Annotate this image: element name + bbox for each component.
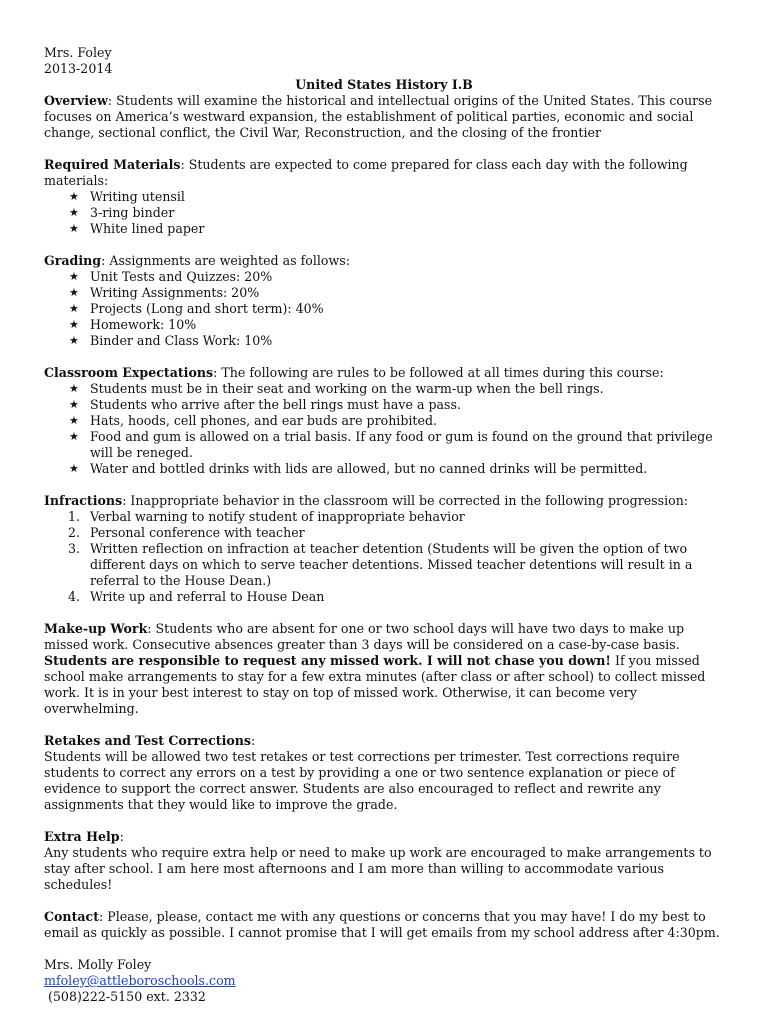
extra-help-text: Any students who require extra help or need to make up work are encouraged to make arrangements to stay after school. I am here most afternoons and I am more than willing to accommodate various schedules! bbox=[44, 845, 712, 892]
list-item: ★ Homework: 10% bbox=[69, 317, 197, 332]
list-number: 3. bbox=[68, 541, 81, 556]
list-item: ★ Projects (Long and short term): 40% bbox=[69, 301, 324, 316]
email-link[interactable]: mfoley@attleboroschools.com bbox=[44, 973, 236, 988]
expectations-list bbox=[44, 381, 724, 477]
list-number: 1. bbox=[68, 509, 81, 524]
makeup-label: Make-up Work bbox=[44, 621, 148, 636]
overview-paragraph bbox=[44, 93, 724, 141]
grading-list bbox=[44, 269, 724, 349]
teacher-name: Mrs. Foley bbox=[44, 45, 112, 60]
star-bullet-icon: ★ bbox=[69, 398, 79, 411]
star-bullet-icon: ★ bbox=[69, 302, 79, 315]
materials-list bbox=[44, 189, 724, 237]
extra-help-label: Extra Help bbox=[44, 829, 120, 844]
grading-paragraph bbox=[44, 253, 724, 269]
list-item: 4. Write up and referral to House Dean bbox=[68, 589, 325, 604]
contact-label: Contact bbox=[44, 909, 100, 924]
star-bullet-icon: ★ bbox=[69, 190, 79, 203]
list-number: 4. bbox=[68, 589, 81, 604]
star-bullet-icon: ★ bbox=[69, 462, 79, 475]
course-title: United States History I.B bbox=[295, 77, 473, 92]
star-bullet-icon: ★ bbox=[69, 334, 79, 347]
star-bullet-icon: ★ bbox=[69, 382, 79, 395]
list-item: ★ Binder and Class Work: 10% bbox=[69, 333, 273, 348]
list-item: ★ 3-ring binder bbox=[69, 205, 175, 220]
star-bullet-icon: ★ bbox=[69, 222, 79, 235]
contact-text: : Please, please, contact me with any questions or concerns that you may have! I do my best to email as quickly as possible. I cannot promise that I will get emails from my school address after 4:30pm. bbox=[44, 909, 720, 940]
syllabus-document bbox=[44, 45, 724, 1005]
signature-name: Mrs. Molly Foley bbox=[44, 957, 152, 972]
overview-text: : Students will examine the historical and intellectual origins of the United States. This course focuses on America’s westward expansion, the establishment of political parties, economic and social change, sectional conflict, the Civil War, Reconstruction, and the closing of the frontier bbox=[44, 93, 713, 140]
list-item: ★ White lined paper bbox=[69, 221, 205, 236]
star-bullet-icon: ★ bbox=[69, 430, 79, 443]
materials-label: Required Materials bbox=[44, 157, 181, 172]
phone-number: (508)222-5150 ext. 2332 bbox=[44, 989, 206, 1004]
makeup-paragraph bbox=[44, 621, 724, 717]
list-item: 2. Personal conference with teacher bbox=[68, 525, 305, 540]
infractions-list bbox=[44, 509, 724, 605]
materials-paragraph bbox=[44, 157, 724, 189]
star-bullet-icon: ★ bbox=[69, 206, 79, 219]
contact-paragraph bbox=[44, 909, 724, 941]
makeup-text-1: : Students who are absent for one or two school days will have two days to make up missed work. Consecutive absences greater than 3 days will be considered on a case-by-case basis. bbox=[44, 621, 685, 652]
expectations-paragraph bbox=[44, 365, 724, 381]
retakes-heading: Retakes and Test Corrections: bbox=[44, 733, 256, 748]
star-bullet-icon: ★ bbox=[69, 318, 79, 331]
expectations-text: : The following are rules to be followed at all times during this course: bbox=[213, 365, 664, 380]
list-item: ★ Writing utensil bbox=[69, 189, 185, 204]
makeup-text-2: If you missed school make arrangements to stay for a few extra minutes (after class or after school) to collect missed work. It is in your best interest to stay on top of missed work. Otherwise, it can become very overwhelming. bbox=[44, 653, 706, 716]
extra-help-heading: Extra Help: bbox=[44, 829, 124, 844]
list-item: 3. Written reflection on infraction at teacher detention (Students will be given the option of two different days on which to serve teacher detentions. Missed teacher detentions will result in a referral to the House Dean.) bbox=[68, 541, 693, 588]
school-year: 2013-2014 bbox=[44, 61, 113, 76]
list-item: ★ Students must be in their seat and working on the warm-up when the bell rings. bbox=[69, 381, 604, 396]
infractions-text: : Inappropriate behavior in the classroom will be corrected in the following progression: bbox=[122, 493, 689, 508]
infractions-paragraph bbox=[44, 493, 724, 509]
retakes-text: Students will be allowed two test retakes or test corrections per trimester. Test corrections require students to correct any errors on a test by providing a one or two sentence explanation or piece of evidence to support the correct answer. Students are also encouraged to reflect and rewrite any assignments that they would like to improve the grade. bbox=[44, 749, 680, 812]
list-item: ★ Hats, hoods, cell phones, and ear buds are prohibited. bbox=[69, 413, 438, 428]
grading-text: : Assignments are weighted as follows: bbox=[101, 253, 350, 268]
list-number: 2. bbox=[68, 525, 81, 540]
infractions-label: Infractions bbox=[44, 493, 123, 508]
star-bullet-icon: ★ bbox=[69, 270, 79, 283]
materials-text: : Students are expected to come prepared for class each day with the following materials: bbox=[44, 157, 688, 188]
list-item: ★ Water and bottled drinks with lids are allowed, but no canned drinks will be permitted. bbox=[69, 461, 648, 476]
star-bullet-icon: ★ bbox=[69, 286, 79, 299]
star-bullet-icon: ★ bbox=[69, 414, 79, 427]
retakes-label: Retakes and Test Corrections bbox=[44, 733, 252, 748]
makeup-emphasis: Students are responsible to request any missed work. I will not chase you down! bbox=[44, 653, 611, 668]
grading-label: Grading bbox=[44, 253, 102, 268]
list-item: ★ Writing Assignments: 20% bbox=[69, 285, 260, 300]
list-item: 1. Verbal warning to notify student of inappropriate behavior bbox=[68, 509, 465, 524]
list-item: ★ Food and gum is allowed on a trial basis. If any food or gum is found on the ground that privilege will be reneged. bbox=[69, 429, 713, 460]
expectations-label: Classroom Expectations bbox=[44, 365, 214, 380]
list-item: ★ Unit Tests and Quizzes: 20% bbox=[69, 269, 273, 284]
list-item: ★ Students who arrive after the bell rings must have a pass. bbox=[69, 397, 461, 412]
overview-label: Overview bbox=[44, 93, 108, 108]
